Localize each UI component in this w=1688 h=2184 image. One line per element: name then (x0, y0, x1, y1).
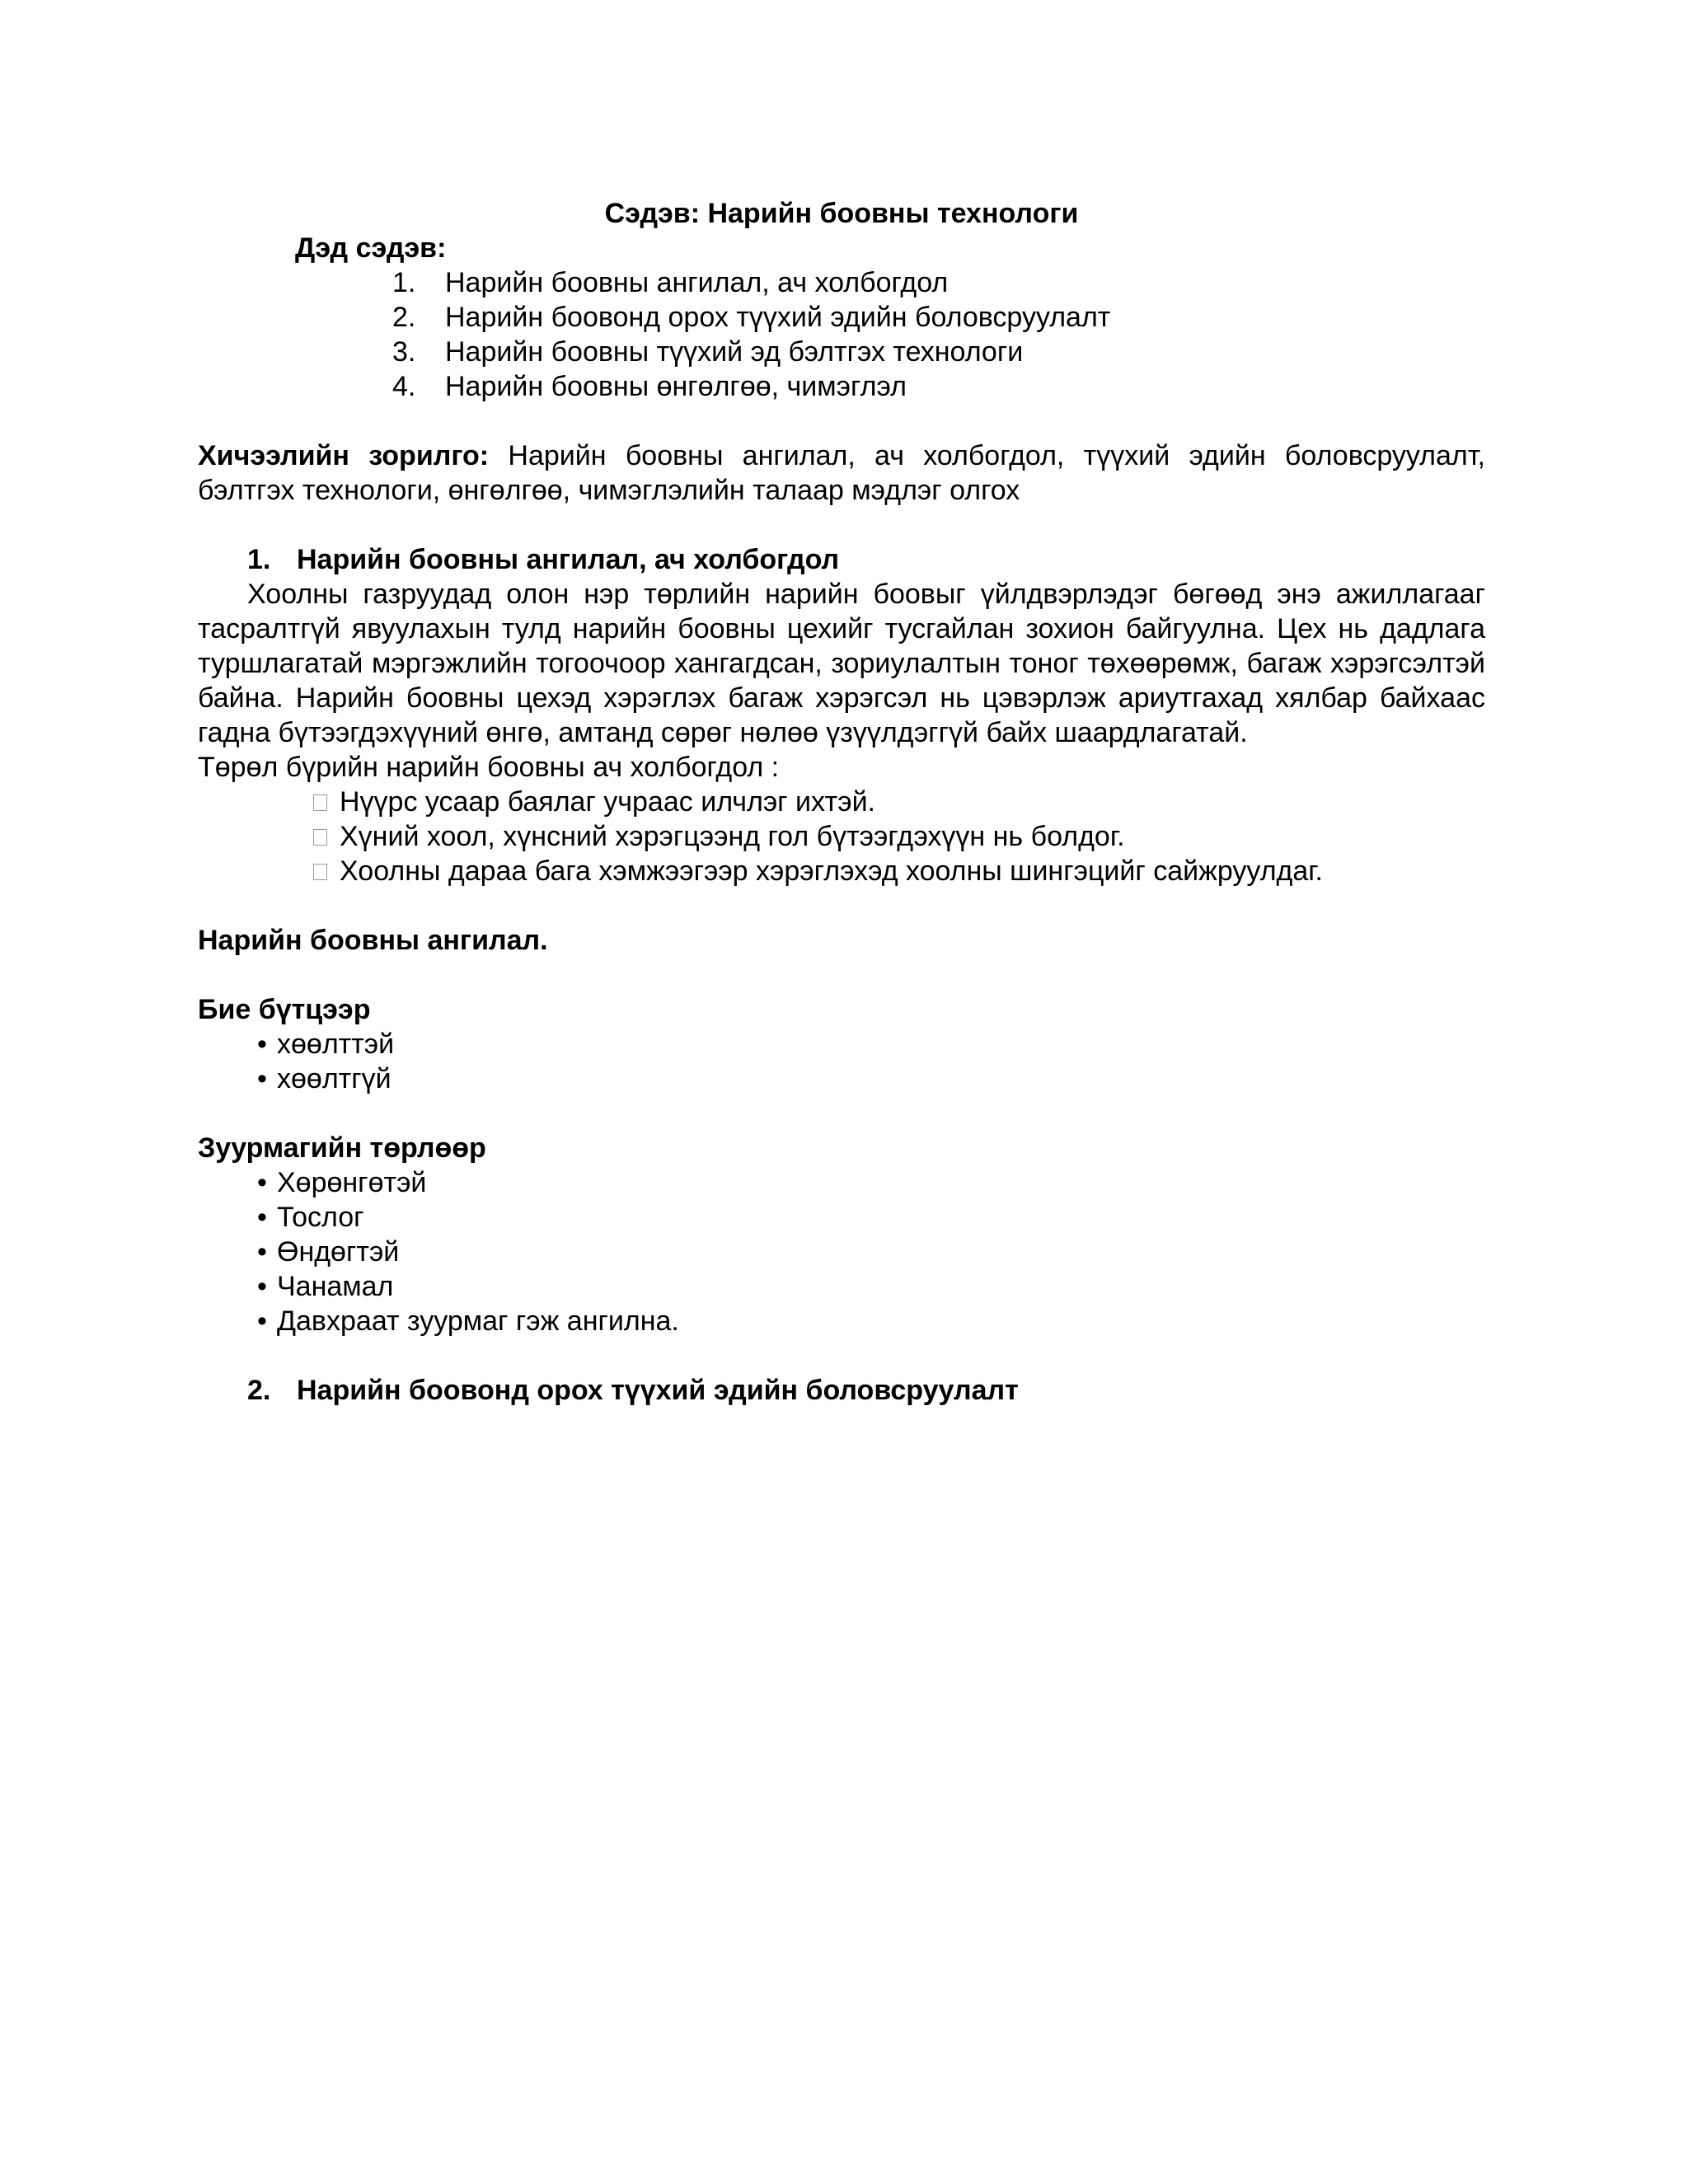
importance-label: Төрөл бүрийн нарийн боовны ач холбогдол : (198, 752, 780, 783)
list-text: Чанамал (277, 1271, 394, 1302)
bullet-icon: • (257, 1063, 267, 1094)
missing-glyph-icon (313, 864, 327, 880)
bullet-icon: • (257, 1029, 267, 1060)
list-item (198, 1269, 1485, 1304)
list-text: Нарийн боовны ангилал, ач холбогдол (445, 267, 949, 298)
list-number: 3. (392, 336, 416, 368)
bullet-icon: • (257, 1305, 267, 1337)
list-text: Нүүрс усаар баялаг учраас илчлэг ихтэй. (340, 786, 876, 818)
dough-heading: Зуурмагийн төрлөөр (198, 1132, 486, 1164)
list-text: Хүний хоол, хүнсний хэрэгцээнд гол бүтээгдэхүүн нь болдог. (340, 821, 1125, 852)
list-item (198, 369, 1485, 404)
bullet-icon: • (257, 1271, 267, 1302)
list-item (198, 1304, 1485, 1338)
list-text: хөөлттэй (277, 1029, 395, 1060)
list-number: 2. (392, 302, 416, 333)
section-1-heading (198, 542, 1485, 577)
list-text: Тослог (277, 1202, 364, 1233)
list-text: Хоолны дараа бага хэмжээгээр хэрэглэхэд хоолны шингэцийг сайжруулдаг. (340, 855, 1323, 887)
bullet-icon: • (257, 1202, 267, 1233)
list-item (198, 1200, 1485, 1235)
list-item (198, 1062, 1485, 1096)
section-number: 1. (247, 544, 271, 575)
importance-list (198, 785, 1485, 888)
list-number: 4. (392, 371, 416, 402)
list-item (198, 819, 1485, 854)
lesson-goal-label: Хичээлийн зорилго: (198, 440, 490, 471)
structure-list (198, 1027, 1485, 1096)
page-title: Сэдэв: Нарийн боовны технологи (604, 198, 1079, 229)
list-item (198, 854, 1485, 888)
list-text: Нарийн боовны түүхий эд бэлтгэх технологи (445, 336, 1024, 368)
missing-glyph-icon (313, 829, 327, 846)
section-title: Нарийн боовонд орох түүхий эдийн боловсруулалт (297, 1375, 1019, 1406)
document-page (198, 196, 1485, 1408)
list-item (198, 265, 1485, 300)
bullet-icon: • (257, 1236, 267, 1268)
list-text: Өндөгтэй (277, 1236, 400, 1268)
list-text: Нарийн боовны өнгөлгөө, чимэглэл (445, 371, 907, 402)
list-item (198, 1027, 1485, 1062)
subtopic-list (198, 265, 1485, 404)
section-number: 2. (247, 1375, 271, 1406)
classification-heading: Нарийн боовны ангилал. (198, 925, 548, 956)
list-text: Хөрөнгөтэй (277, 1167, 427, 1198)
list-item (198, 335, 1485, 369)
lesson-goal-text: Нарийн боовны ангилал, ач холбогдол, түүхий эдийн боловсруулалт, бэлтгэх технологи, өнгөлгөө, чимэглэлийн талаар мэдлэг олгох (198, 440, 1485, 506)
list-text: Давхраат зуурмаг гэж ангилна. (277, 1305, 679, 1337)
list-item (198, 300, 1485, 335)
list-number: 1. (392, 267, 416, 298)
list-item (198, 1235, 1485, 1269)
bullet-icon: • (257, 1167, 267, 1198)
dough-list (198, 1165, 1485, 1338)
lesson-goal (198, 438, 1485, 508)
section-title: Нарийн боовны ангилал, ач холбогдол (297, 544, 840, 575)
list-item (198, 1165, 1485, 1200)
structure-heading: Бие бүтцээр (198, 994, 371, 1025)
section-2-heading (198, 1373, 1485, 1408)
missing-glyph-icon (313, 794, 327, 811)
list-text: Нарийн боовонд орох түүхий эдийн боловсруулалт (445, 302, 1111, 333)
subtopic-label: Дэд сэдэв: (295, 232, 447, 264)
list-item (198, 785, 1485, 819)
list-text: хөөлтгүй (277, 1063, 392, 1094)
section-1-paragraph: Хоолны газруудад олон нэр төрлийн нарийн боовыг үйлдвэрлэдэг бөгөөд энэ ажиллагааг тасралтгүй явуулахын тулд нарийн боовны цехийг тусгайлан зохион байгуулна. Цех нь дадлага туршлагатай мэргэжлийн тогоочоор хангагдсан, зориулалтын тоног төхөөрөмж, багаж хэрэгсэлтэй байна. Нарийн боовны цехэд хэрэглэх багаж хэрэгсэл нь цэвэрлэж ариутгахад хялбар байхаас гадна бүтээгдэхүүний өнгө, амтанд сөрөг нөлөө үзүүлдэггүй байх шаардлагатай. (198, 579, 1485, 748)
